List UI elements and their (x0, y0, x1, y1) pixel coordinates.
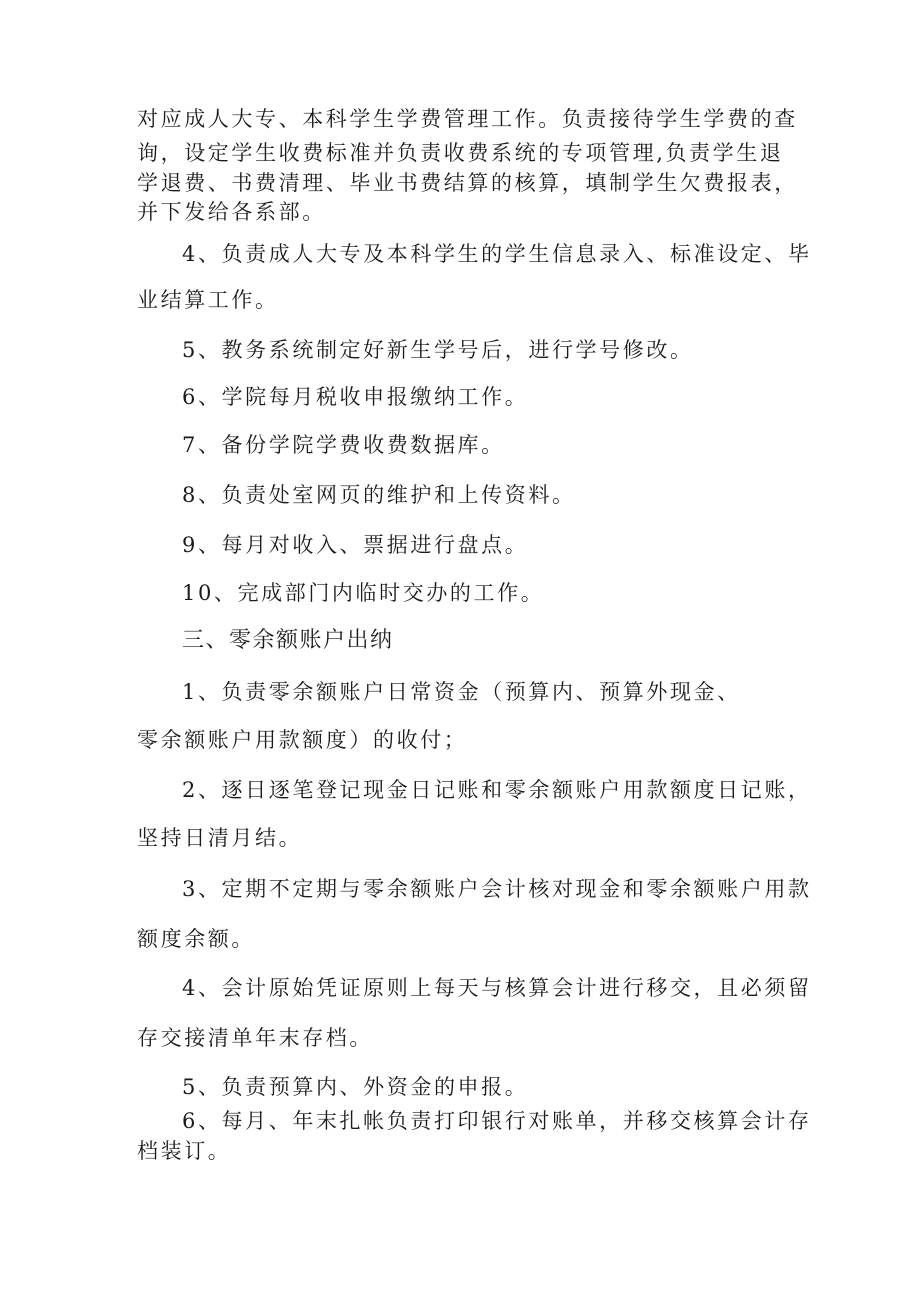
s3-item-2-line-2: 坚持日清月结。 (137, 826, 303, 850)
s3-item-1-line-2: 零余额账户用款额度）的收付； (137, 728, 468, 752)
s3-item-3-line-1: 3、定期不定期与零余额账户会计核对现金和零余额账户用款 (182, 877, 812, 901)
intro-line-2: 询，设定学生收费标准并负责收费系统的专项管理,负责学生退 (137, 141, 784, 165)
s3-item-3-line-2: 额度余额。 (137, 927, 255, 951)
item-8: 8、负责处室网页的维护和上传资料。 (182, 483, 576, 507)
intro-line-4: 并下发给各系部。 (137, 200, 326, 224)
item-7: 7、备份学院学费收费数据库。 (182, 433, 505, 457)
s3-item-4-line-1: 4、会计原始凭证原则上每天与核算会计进行移交，且必须留 (182, 976, 812, 1000)
item-10: 10、完成部门内临时交办的工作。 (182, 581, 545, 605)
item-6: 6、学院每月税收申报缴纳工作。 (182, 385, 529, 409)
section-3-heading: 三、零余额账户出纳 (182, 628, 394, 653)
s3-item-6-line-2: 档装订。 (137, 1139, 232, 1163)
item-4-line-2: 业结算工作。 (137, 288, 279, 312)
intro-line-3: 学退费、书费清理、毕业书费结算的核算，填制学生欠费报表， (137, 171, 798, 195)
s3-item-2-line-1: 2、逐日逐笔登记现金日记账和零余额账户用款额度日记账， (182, 778, 812, 802)
s3-item-4-line-2: 存交接清单年末存档。 (137, 1026, 373, 1050)
item-4-line-1: 4、负责成人大专及本科学生的学生信息录入、标准设定、毕 (182, 242, 812, 266)
item-5: 5、教务系统制定好新生学号后，进行学号修改。 (182, 338, 694, 362)
s3-item-5: 5、负责预算内、外资金的申报。 (182, 1075, 529, 1099)
s3-item-6-line-1: 6、每月、年末扎帐负责打印银行对账单，并移交核算会计存 (182, 1109, 812, 1133)
intro-line-1: 对应成人大专、本科学生学费管理工作。负责接待学生学费的查 (137, 107, 798, 131)
item-9: 9、每月对收入、票据进行盘点。 (182, 533, 529, 557)
s3-item-1-line-1: 1、负责零余额账户日常资金（预算内、预算外现金、 (182, 680, 741, 704)
